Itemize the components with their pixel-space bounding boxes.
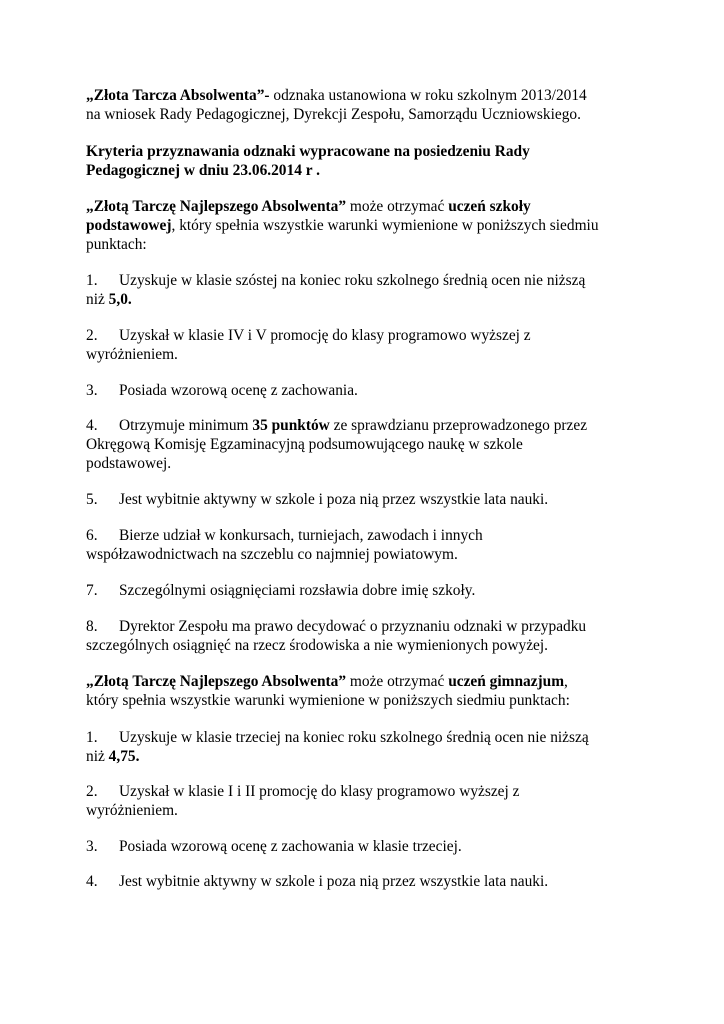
primary-intro-rest-1: , który spełnia wszystkie warunki wymienione w poniższych siedmiu [171,217,599,234]
item-text: Dyrektor Zespołu ma prawo decydować o przyznaniu odznaki w przypadku [119,618,587,635]
item-text: Uzyskuje w klasie szóstej na koniec roku szkolnego średnią ocen nie niższą [119,272,586,289]
primary-item-7 [86,581,646,600]
primary-item-6 [86,526,646,564]
primary-item-5 [86,490,646,509]
primary-intro-title: „Złotą Tarczę Najlepszego Absolwenta” [86,198,347,215]
item-text: Otrzymuje minimum [119,417,253,434]
criteria-heading-line-1: Kryteria przyznawania odznaki wypracowane na posiedzeniu Rady [86,143,530,160]
gymnasium-intro-who: uczeń gimnazjum [448,673,565,690]
item-value: 35 punktów [252,417,330,434]
item-number: 6. [86,527,98,544]
primary-item-3 [86,381,646,400]
item-text: podstawowej. [86,455,172,472]
gymnasium-intro-mid: może otrzymać [346,673,449,690]
item-text: niż [86,291,109,308]
gymnasium-intro-rest-2: który spełnia wszystkie warunki wymienione w poniższych siedmiu punktach: [86,692,570,709]
item-text: Szczególnymi osiągnięciami rozsławia dobre imię szkoły. [119,582,476,599]
primary-intro-rest-2: punktach: [86,236,147,253]
item-text: Bierze udział w konkursach, turniejach, zawodach i innych [119,527,483,544]
item-number: 3. [86,382,98,399]
item-value: 4,75. [108,748,140,765]
gymnasium-item-1 [86,728,646,766]
item-value: 5,0. [108,291,132,308]
item-text: Uzyskał w klasie IV i V promocję do klasy programowo wyższej z [119,327,531,344]
item-number: 7. [86,582,98,599]
item-text: szczególnych osiągnięć na rzecz środowiska a nie wymienionych powyżej. [86,637,548,654]
intro-title: „Złota Tarcza Absolwenta”- [86,87,270,104]
item-text: ze sprawdzianu przeprowadzonego przez [329,417,588,434]
item-text: współzawodnictwach na szczeblu co najmniej powiatowym. [86,546,458,563]
item-text: Uzyskał w klasie I i II promocję do klasy programowo wyższej z [119,783,520,800]
gymnasium-item-2 [86,782,646,820]
primary-intro-who-1: uczeń szkoły [448,198,531,215]
gymnasium-intro [86,672,646,710]
primary-intro-who-2: podstawowej [86,217,172,234]
intro-text-1: odznaka ustanowiona w roku szkolnym 2013/2014 [269,87,587,104]
item-number: 5. [86,491,98,508]
criteria-heading-line-2: Pedagogicznej w dniu 23.06.2014 r . [86,162,320,179]
item-number: 8. [86,618,98,635]
gymnasium-item-3 [86,837,646,856]
primary-item-1 [86,271,646,309]
item-number: 4. [86,873,98,890]
item-number: 3. [86,838,98,855]
item-number: 2. [86,327,98,344]
item-text: Posiada wzorową ocenę z zachowania w klasie trzeciej. [119,838,462,855]
primary-intro-mid: może otrzymać [346,198,449,215]
item-number: 1. [86,729,98,746]
item-number: 2. [86,783,98,800]
item-text: wyróżnieniem. [86,802,178,819]
intro-text-2: na wniosek Rady Pedagogicznej, Dyrekcji Zespołu, Samorządu Uczniowskiego. [86,106,581,123]
item-text: Jest wybitnie aktywny w szkole i poza nią przez wszystkie lata nauki. [119,491,549,508]
primary-intro [86,197,646,254]
criteria-heading [86,142,646,180]
item-text: niż [86,748,109,765]
item-number: 1. [86,272,98,289]
item-text: Okręgową Komisję Egzaminacyjną podsumowującego naukę w szkole [86,436,523,453]
gymnasium-intro-rest-1: , [564,673,568,690]
intro-paragraph [86,86,646,124]
item-number: 4. [86,417,98,434]
primary-item-4 [86,416,646,473]
item-text: Jest wybitnie aktywny w szkole i poza nią przez wszystkie lata nauki. [119,873,549,890]
item-text: Uzyskuje w klasie trzeciej na koniec roku szkolnego średnią ocen nie niższą [119,729,589,746]
gymnasium-intro-title: „Złotą Tarczę Najlepszego Absolwenta” [86,673,347,690]
primary-item-2 [86,326,646,364]
item-text: wyróżnieniem. [86,346,178,363]
gymnasium-item-4 [86,872,646,891]
primary-item-8 [86,617,646,655]
item-text: Posiada wzorową ocenę z zachowania. [119,382,358,399]
